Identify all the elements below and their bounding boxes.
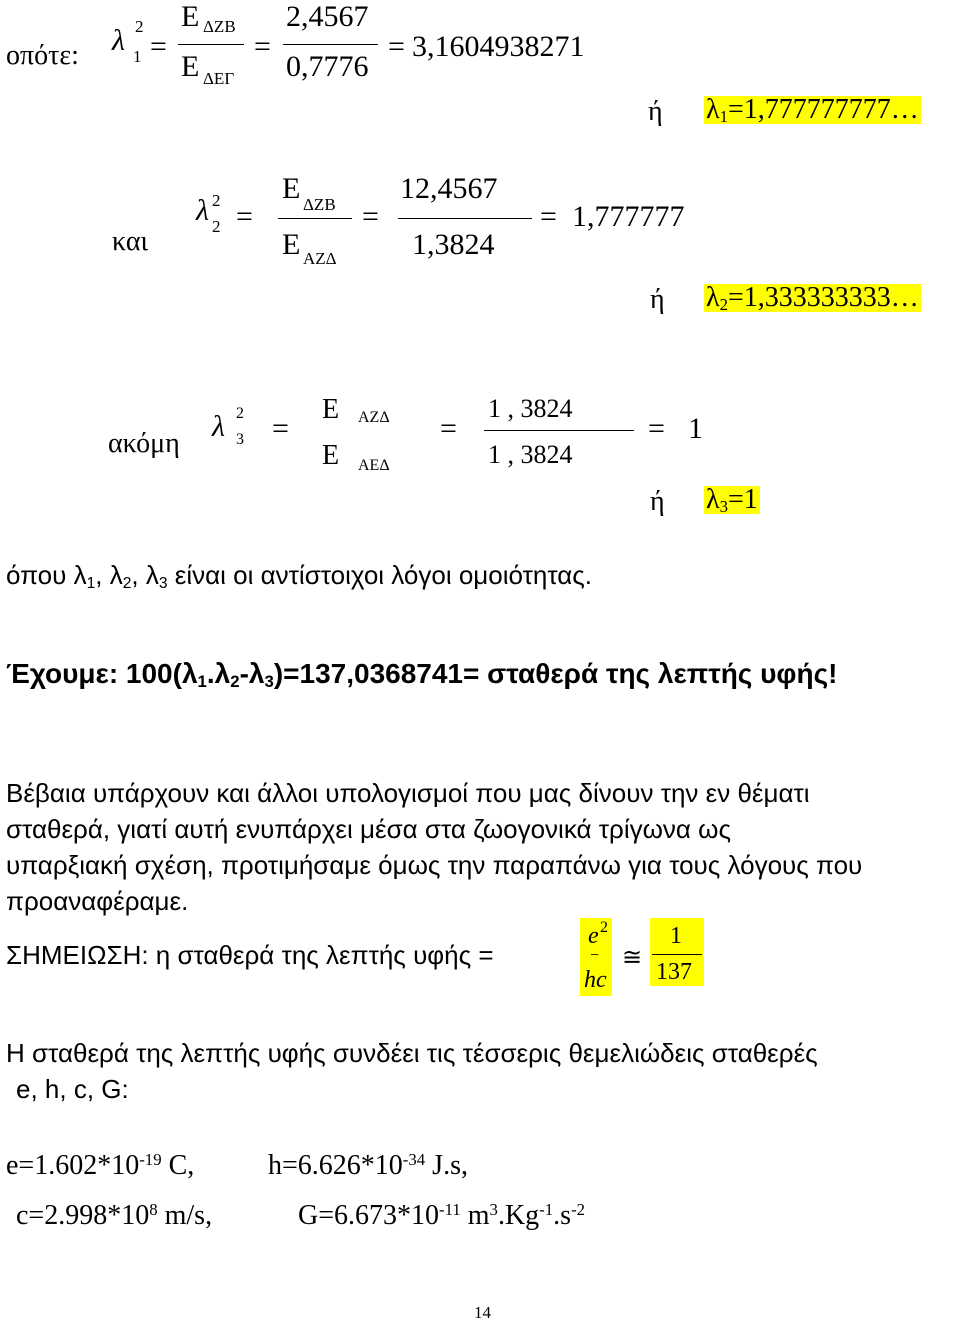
frac-1-137-box [650, 918, 704, 986]
eq1-or: ή [648, 96, 663, 127]
eq2-lambda-sup: 2 [212, 191, 221, 210]
eq3-frac-bar [484, 430, 634, 431]
ratios-note: όπου $\lambda_1$, $\lambda_2$, $\lambda_3$ είναι οι αντίστοιχοι λόγοι ομοιότητας. [6, 560, 593, 592]
eq1-lead: οπότε: [6, 40, 79, 71]
constants-intro-line-2: e, h, c, G: [16, 1074, 129, 1104]
constants-intro-line-1: Η σταθερά της λεπτής υφής συνδέει τις τέσσερις θεμελιώδεις σταθερές [6, 1038, 818, 1068]
constant-e: $e=1.602*10^{-19}$ C, [6, 1149, 195, 1181]
eq2-den-value: 1,3824 [412, 228, 495, 261]
note-label: ΣΗΜΕΙΩΣΗ: η σταθερά της λεπτής υφής = [6, 940, 494, 970]
eq2-frac-bar-2 [398, 218, 532, 219]
frac-num-sup: 2 [600, 919, 608, 936]
eq3-lambda: λ [212, 410, 225, 443]
eq1-num-E: E [181, 0, 200, 33]
eq2-den-sub: ΑΖΔ [303, 249, 337, 268]
eq3-or: ή [650, 486, 665, 517]
eq3-den-E: E [322, 440, 340, 471]
frac2-den: 137 [656, 959, 692, 985]
eq2-result: 1,777777 [572, 200, 685, 233]
eq2-num-sub: ΔΖΒ [303, 195, 336, 214]
eq2-equals-3: = [540, 200, 557, 233]
eq2-or: ή [650, 284, 665, 315]
eq2-num-value: 12,4567 [400, 172, 498, 205]
eq3-equals: = [272, 412, 289, 445]
eq3-lambda-sub: 3 [236, 431, 244, 448]
eq1-lambda: λ [112, 24, 125, 57]
eq2-num-E: E [282, 172, 301, 205]
eq2-frac-bar [278, 218, 352, 219]
eq3-lambda-sup: 2 [236, 405, 244, 422]
eq1-num-sub: ΔΖΒ [203, 17, 236, 36]
eq1-lambda-sub: 1 [133, 47, 142, 66]
eq2-lambda: λ [196, 194, 209, 227]
frac-e2-hc-box [580, 918, 612, 996]
eq3-num-E: E [322, 394, 340, 425]
approx-symbol: ≅ [622, 945, 643, 971]
frac-den-hc: hc [584, 967, 607, 993]
eq3-equals-2: = [440, 412, 457, 445]
eq2-equals: = [236, 200, 253, 233]
page-number: 14 [474, 1303, 491, 1322]
eq1-equals: = [150, 30, 167, 63]
constant-h: $h=6.626*10^{-34}$ J.s, [268, 1149, 468, 1181]
constant-g: $G=6.673*10^{-11}$ $m^3.Kg^{-1}.s^{-2}$ [298, 1199, 586, 1231]
eq3-result: 1 [688, 412, 703, 445]
eq1-frac-bar [178, 44, 244, 45]
eq1-den-sub: ΔΕΓ [203, 69, 235, 88]
eq1-den-value: 0,7776 [286, 50, 369, 83]
paragraph-line-4: προαναφέραμε. [6, 886, 189, 916]
eq3-den-value: 1 , 3824 [488, 440, 573, 469]
eq2-lead: και [112, 226, 149, 257]
eq1-frac-bar-2 [283, 44, 378, 45]
eq3-num-sub: ΑΖΔ [358, 409, 390, 426]
frac-num-e: e [588, 923, 599, 949]
eq1-result-clip [412, 30, 590, 66]
eq1-num-value: 2,4567 [286, 0, 369, 33]
hbar-mark: − [590, 947, 600, 964]
constant-c: $c=2.998*10^8$ m/s, [16, 1199, 213, 1231]
paragraph-line-2: σταθερά, γιατί αυτή ενυπάρχει μέσα στα ζωογονικά τρίγωνα ως [6, 814, 731, 844]
frac2-bar [652, 954, 702, 955]
eq1-result: 3,1604938271 [412, 30, 585, 63]
frac2-num: 1 [670, 923, 682, 949]
eq1-equals-3: = [388, 30, 405, 63]
eq1-lambda-sup: 2 [135, 17, 144, 36]
fine-structure-highlight: Έχουμε: $100(\lambda_1.\lambda_2-\lambda_3)=137,0368741= \sigma\tau\alpha\theta\varepsilon\rho ά$ της λεπτής υφής! [6, 658, 838, 692]
eq1-equals-2: = [254, 30, 271, 63]
eq3-num-value: 1 , 3824 [488, 394, 573, 423]
eq2-den-E: E [282, 228, 301, 261]
eq1-den-E: E [181, 50, 200, 83]
eq3-lead: ακόμη [108, 428, 180, 459]
eq2-equals-2: = [362, 200, 379, 233]
eq3-equals-3: = [648, 412, 665, 445]
eq3-highlight: $\lambda_3=1$ [706, 484, 758, 517]
eq2-lambda-sub: 2 [212, 217, 221, 236]
paragraph-line-1: Βέβαια υπάρχουν και άλλοι υπολογισμοί που μας δίνουν την εν θέματι [6, 778, 810, 808]
eq3-den-sub: ΑΕΔ [358, 457, 390, 474]
eq2-highlight: $\lambda_2=1,333333333\dots$ [706, 282, 919, 315]
eq1-highlight: $\lambda_1=1,777777777\dots$ [706, 94, 919, 127]
paragraph-line-3: υπαρξιακή σχέση, προτιμήσαμε όμως την παραπάνω για τους λόγους που [6, 850, 863, 880]
